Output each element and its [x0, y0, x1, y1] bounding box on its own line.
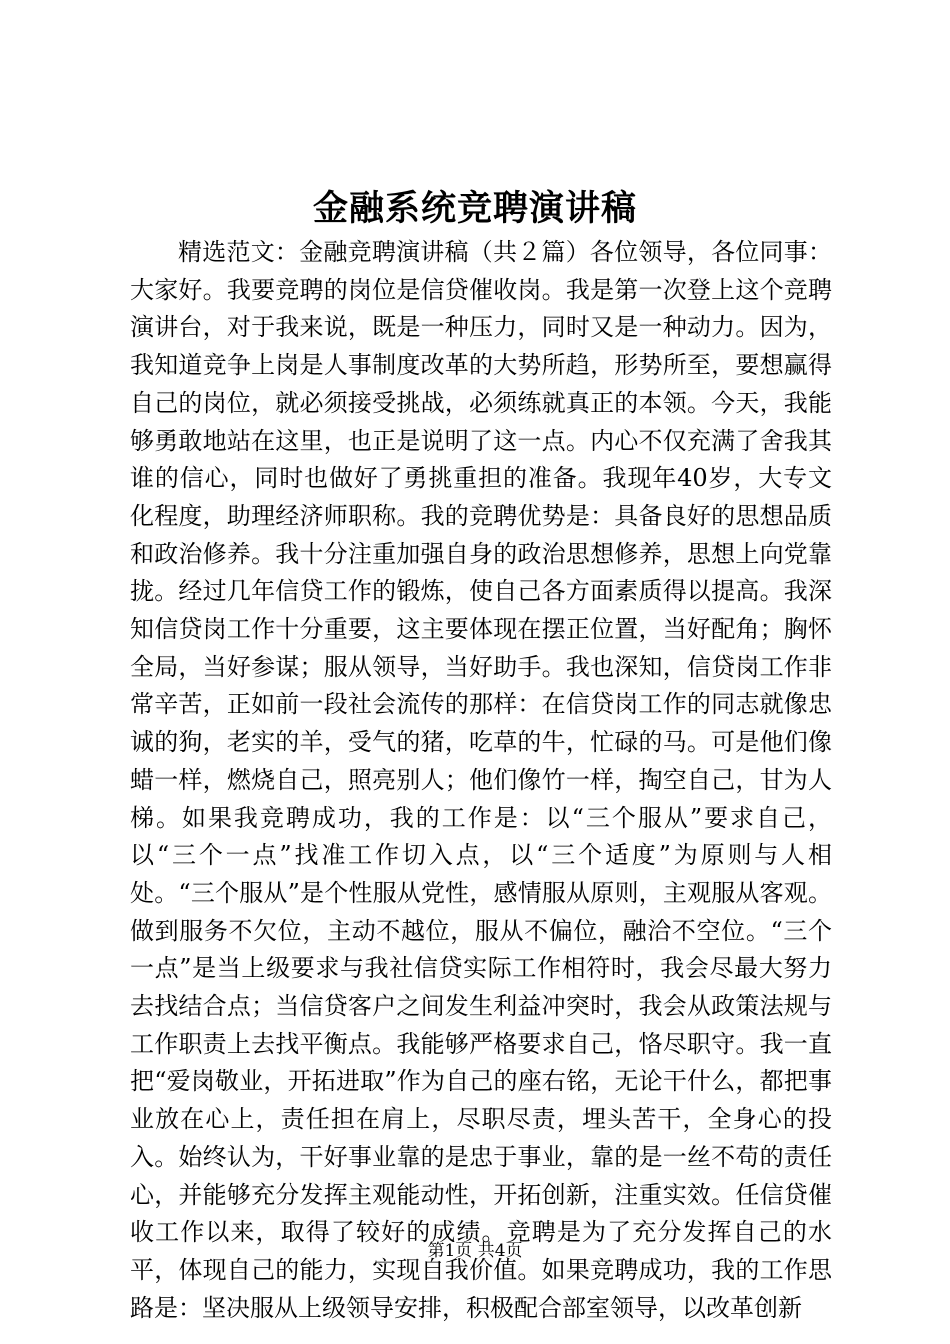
document-title: 金融系统竞聘演讲稿 [312, 188, 637, 229]
page-number-footer: 第1页 共4页 [427, 1241, 523, 1261]
document-body: 精选范文：金融竞聘演讲稿（共２篇）各位领导，各位同事：大家好。我要竞聘的岗位是信贷催收岗。我是第一次登上这个竞聘演讲台，对于我来说，既是一种压力，同时又是一种动力。因为，我知道竞争上岗是人事制度改革的大势所趋，形势所至，要想赢得自己的岗位，就必须接受挑战，必须练就真正的本领。今天，我能够勇敢地站在这里，也正是说明了这一点。内心不仅充满了舍我其谁的信心，同时也做好了勇挑重担的准备。我现年40岁，大专文化程度，助理经济师职称。我的竞聘优势是：具备良好的思想品质和政治修养。我十分注重加强自身的政治思想修养，思想上向党靠拢。经过几年信贷工作的锻炼，使自己各方面素质得以提高。我深知信贷岗工作十分重要，这主要体现在摆正位置，当好配角；胸怀全局，当好参谋；服从领导，当好助手。我也深知，信贷岗工作非常辛苦，正如前一段社会流传的那样：在信贷岗工作的同志就像忠诚的狗，老实的羊，受气的猪，吃草的牛，忙碌的马。可是他们像蜡一样，燃烧自己，照亮别人；他们像竹一样，掏空自己，甘为人梯。如果我竞聘成功，我的工作是：以“三个服从”要求自己，以“三个一点”找准工作切入点，以“三个适度”为原则与人相处。“三个服从”是个性服从党性，感情服从原则，主观服从客观。做到服务不欠位，主动不越位，服从不偏位，融洽不空位。“三个一点”是当上级要求与我社信贷实际工作相符时，我会尽最大努力去找结合点；当信贷客户之间发生利益冲突时，我会从政策法规与工作职责上去找平衡点。我能够严格要求自己，恪尽职守。我一直把“爱岗敬业，开拓进取”作为自己的座右铭，无论干什么，都把事业放在心上，责任担在肩上，尽职尽责，埋头苦干，全身心的投入。始终认为，干好事业靠的是忠于事业，靠的是一丝不苟的责任心，并能够充分发挥主观能动性，开拓创新，注重实效。任信贷催收工作以来，取得了较好的成绩。竞聘是为了充分发挥自己的水平，体现自己的能力，实现自我价值。如果竞聘成功，我的工作思路是：坚决服从上级领导安排，积极配合部室领导，以改革创新 [130, 238, 832, 1322]
